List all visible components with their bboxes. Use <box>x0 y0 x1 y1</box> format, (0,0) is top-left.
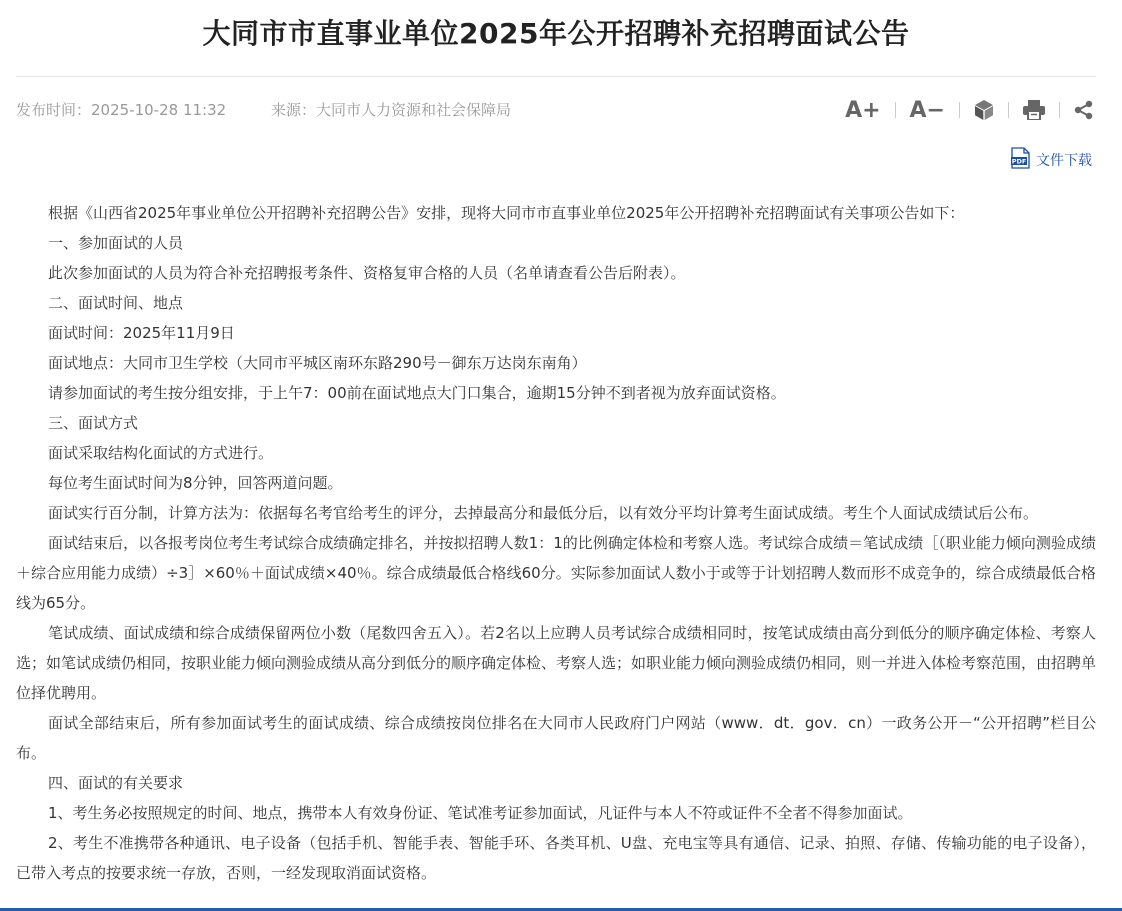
content-paragraph: 面试实行百分制，计算方法为：依据每名考官给考生的评分，去掉最高分和最低分后，以有效分平均计算考生面试成绩。考生个人面试成绩试后公布。 <box>48 504 1039 522</box>
content-paragraph: 1、考生务必按照规定的时间、地点，携带本人有效身份证、笔试准考证参加面试，凡证件与本人不符或证件不全者不得参加面试。 <box>48 804 913 822</box>
section-heading: 四、面试的有关要求 <box>48 774 184 792</box>
font-decrease-button[interactable]: A− <box>909 97 945 123</box>
pdf-icon <box>1011 147 1031 173</box>
content-paragraph: 每位考生面试时间为8分钟，回答两道问题。 <box>48 474 343 492</box>
toolbar-separator <box>959 102 960 118</box>
article-source: 来源：大同市人力资源和社会保障局 <box>270 101 511 119</box>
content-paragraph: 笔试成绩、面试成绩和综合成绩保留两位小数（尾数四舍五入）。若2名以上应聘人员考试综合成绩相同时，按笔试成绩由高分到低分的顺序确定体检、考察人选；如笔试成绩仍相同，按职业能力倾向测验成绩从高分到低分的顺序确定体检、考察人选；如职业能力倾向测验成绩仍相同，则一并进入体检考察范围，由招聘单位择优聘用。 <box>16 624 1097 702</box>
article-meta <box>16 99 511 121</box>
share-icon[interactable] <box>1074 100 1094 120</box>
toolbar-separator <box>895 102 896 118</box>
section-heading: 二、面试时间、地点 <box>48 294 184 312</box>
article-toolbar <box>845 96 1094 124</box>
content-paragraph: 此次参加面试的人员为符合补充招聘报考条件、资格复审合格的人员（名单请查看公告后附表）。 <box>48 264 686 282</box>
cube-icon[interactable] <box>974 99 994 121</box>
section-heading: 三、面试方式 <box>48 414 139 432</box>
file-download-link[interactable] <box>1011 147 1092 173</box>
svg-text:PDF: PDF <box>1011 157 1027 166</box>
toolbar-separator <box>1008 102 1009 118</box>
content-paragraph: 面试地点：大同市卫生学校（大同市平城区南环东路290号－御东万达岗东南角） <box>48 354 587 372</box>
content-paragraph: 请参加面试的考生按分组安排，于上午7：00前在面试地点大门口集合，逾期15分钟不到者视为放弃面试资格。 <box>48 384 786 402</box>
content-paragraph: 面试全部结束后，所有参加面试考生的面试成绩、综合成绩按岗位排名在大同市人民政府门户网站（www．dt．gov．cn）一政务公开－“公开招聘”栏目公布。 <box>16 714 1096 762</box>
page-title: 大同市市直事业单位2025年公开招聘补充招聘面试公告 <box>202 16 910 50</box>
publish-time: 发布时间：2025-10-28 11:32 <box>16 101 227 119</box>
toolbar-separator <box>1059 102 1060 118</box>
title-divider <box>16 76 1096 77</box>
content-paragraph: 面试时间：2025年11月9日 <box>48 324 235 342</box>
content-paragraph: 面试采取结构化面试的方式进行。 <box>48 444 274 462</box>
section-heading: 一、参加面试的人员 <box>48 234 184 252</box>
article-content <box>16 198 1096 888</box>
file-download-label: 文件下载 <box>1036 153 1092 169</box>
content-paragraph: 根据《山西省2025年事业单位公开招聘补充招聘公告》安排，现将大同市市直事业单位2025年公开招聘补充招聘面试有关事项公告如下： <box>48 204 965 222</box>
print-icon[interactable] <box>1023 100 1045 120</box>
font-increase-button[interactable]: A+ <box>845 97 881 123</box>
content-paragraph: 2、考生不准携带各种通讯、电子设备（包括手机、智能手表、智能手环、各类耳机、U盘、充电宝等具有通信、记录、拍照、存储、传输功能的电子设备），已带入考点的按要求统一存放，否则，一经发现取消面试资格。 <box>16 834 1096 882</box>
content-paragraph: 面试结束后，以各报考岗位考生考试综合成绩确定排名，并按拟招聘人数1：1的比例确定体检和考察人选。考试综合成绩＝笔试成绩［（职业能力倾向测验成绩＋综合应用能力成绩）÷3］×60％＋面试成绩×40％。综合成绩最低合格线60分。实际参加面试人数小于或等于计划招聘人数而形不成竞争的，综合成绩最低合格线为65分。 <box>16 534 1096 612</box>
